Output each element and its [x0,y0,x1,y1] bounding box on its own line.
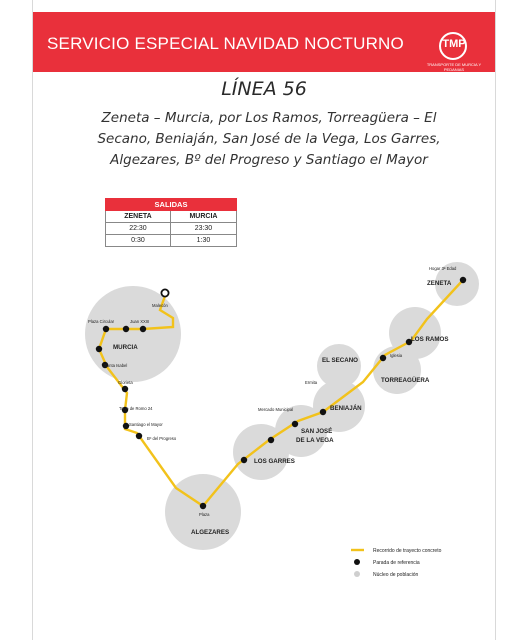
stop-marker [268,437,274,443]
legend-stop-swatch [354,559,360,565]
town-label-murcia: MURCIA [113,344,138,351]
town-label-torreaguera: TORREAGÜERA [381,377,430,384]
legend-route-label: Recorrido de trayecto concreto [373,548,442,554]
column-header-zeneta: ZENETA [106,211,171,223]
stop-marker [380,355,386,361]
stop-label-barrio-progreso: Bº del Progreso [147,436,177,441]
stop-marker [103,326,109,332]
route-description: Zeneta – Murcia, por Los Ramos, Torreagüera – El Secano, Beniaján, San José de la Vega, Los Garres, Algezares, Bº del Progreso y Santiago el Mayor [97,110,441,168]
town-circle-el-secano [317,344,361,388]
town-label-beniajan: BENIAJÁN [330,405,362,412]
stop-marker [136,433,142,439]
town-label-los-garres: LOS GARRES [254,458,295,465]
stop-marker [96,346,102,352]
town-circle-los-ramos [389,307,441,359]
stop-label-glorieta: Glorieta [118,380,133,385]
route-map [33,0,495,640]
town-label-algezares: ALGEZARES [191,529,230,536]
stop-label-santiago-el-mayor: Santiago el Mayor [129,422,163,427]
departure-time: 0:30 [106,235,171,247]
stop-marker [292,421,298,427]
town-circle-murcia [85,286,181,382]
stop-label-ermita: Ermita [305,380,318,385]
departure-time: 23:30 [170,223,236,235]
stop-label-mercado-municipal: Mercado Municipal [258,407,294,412]
stop-label-santa-isabel: Santa Isabel [104,363,128,368]
stop-marker [122,386,128,392]
stop-marker [241,457,247,463]
town-label-los-ramos: LOS RAMOS [411,336,449,343]
poster-page [32,0,496,640]
legend-town-label: Núcleo de población [373,572,419,578]
stop-marker [320,409,326,415]
departure-time: 22:30 [106,223,171,235]
stop-label-hogar: Hogar 3ª Edad [429,266,457,271]
town-label-de-la-vega: DE LA VEGA [296,437,334,444]
town-label-el-secano: EL SECANO [322,357,358,364]
stop-label-malecon: Malecón [152,303,168,308]
legend-stop-label: Parada de referencia [373,560,420,566]
stop-marker [460,277,466,283]
line-title: LÍNEA 56 [221,78,307,100]
departures-title: SALIDAS [106,199,237,211]
stop-label-torre-de-romo: Torre de Romo 24 [119,406,153,411]
stop-marker [140,326,146,332]
departure-time: 1:30 [170,235,236,247]
stop-label-plaza: Plaza [199,512,210,517]
legend-town-swatch [354,571,360,577]
stop-label-juan-xxiii: Juan XXIII [130,319,150,324]
stop-label-iglesia: Iglesia [390,353,403,358]
town-label-zeneta: ZENETA [427,280,452,287]
legend [351,548,442,578]
column-header-murcia: MURCIA [170,211,236,223]
tmp-logo-text: TMP [442,38,466,50]
stop-label-plaza-circular: Plaza Circular [88,319,115,324]
origin-ring-icon [161,289,168,296]
stop-marker [200,503,206,509]
stop-marker [123,326,129,332]
header-title: SERVICIO ESPECIAL NAVIDAD NOCTURNO [47,34,404,53]
tmp-logo-subtitle: TRANSPORTE DE MURCIA Y PEDANIAS [426,62,482,72]
town-label-san-jose: SAN JOSÉ [301,428,333,435]
